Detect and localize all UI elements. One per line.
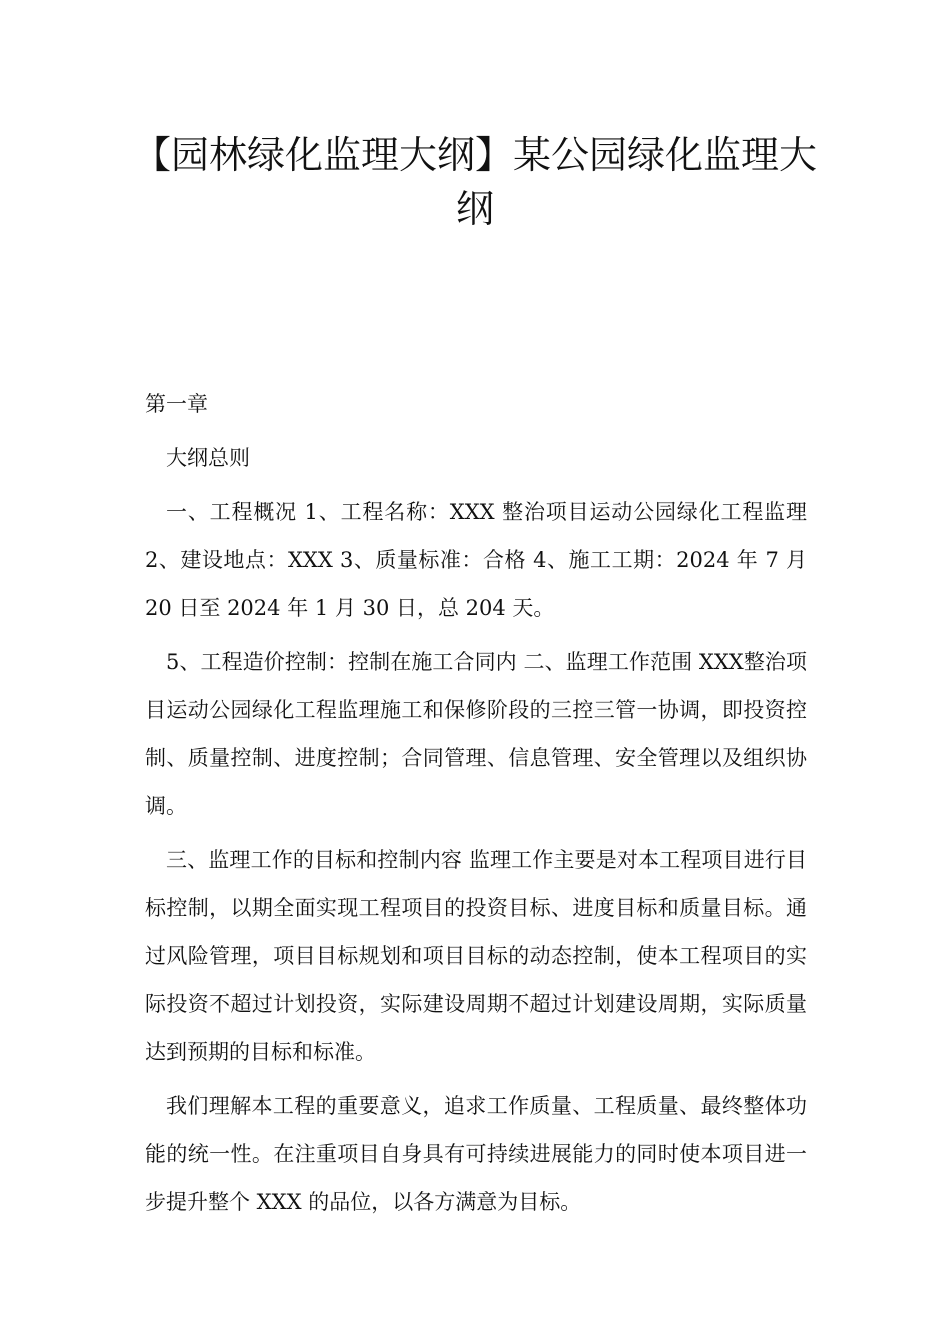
chapter-heading: 第一章 [145, 392, 208, 416]
paragraph: 三、监理工作的目标和控制内容 监理工作主要是对本工程项目进行目标控制，以期全面实现工程项目的投资目标、进度目标和质量目标。通过风险管理，项目目标规划和项目目标的动态控制，使本工程项目的实际投资不超过计划投资，实际建设周期不超过计划建设周期，实际质量达到预期的目标和标准。 [145, 848, 807, 1064]
paragraph: 一、工程概况 1、工程名称：XXX 整治项目运动公园绿化工程监理 2、建设地点：XXX 3、质量标准：合格 4、施工工期：2024 年 7 月 20 日至 2024 年 1 月 30 日，总 204 天。 [145, 500, 807, 620]
document-title: 【园林绿化监理大纲】某公园绿化监理大纲 [132, 133, 817, 231]
paragraph: 5、工程造价控制：控制在施工合同内 二、监理工作范围 XXX整治项目运动公园绿化工程监理施工和保修阶段的三控三管一协调，即投资控制、质量控制、进度控制；合同管理、信息管理、安全管理以及组织协调。 [145, 650, 807, 818]
document-body [145, 380, 807, 1232]
paragraph: 我们理解本工程的重要意义，追求工作质量、工程质量、最终整体功能的统一性。在注重项目自身具有可持续进展能力的同时使本项目进一步提升整个 XXX 的品位，以各方满意为目标。 [145, 1094, 807, 1214]
section-title: 大纲总则 [166, 446, 250, 470]
